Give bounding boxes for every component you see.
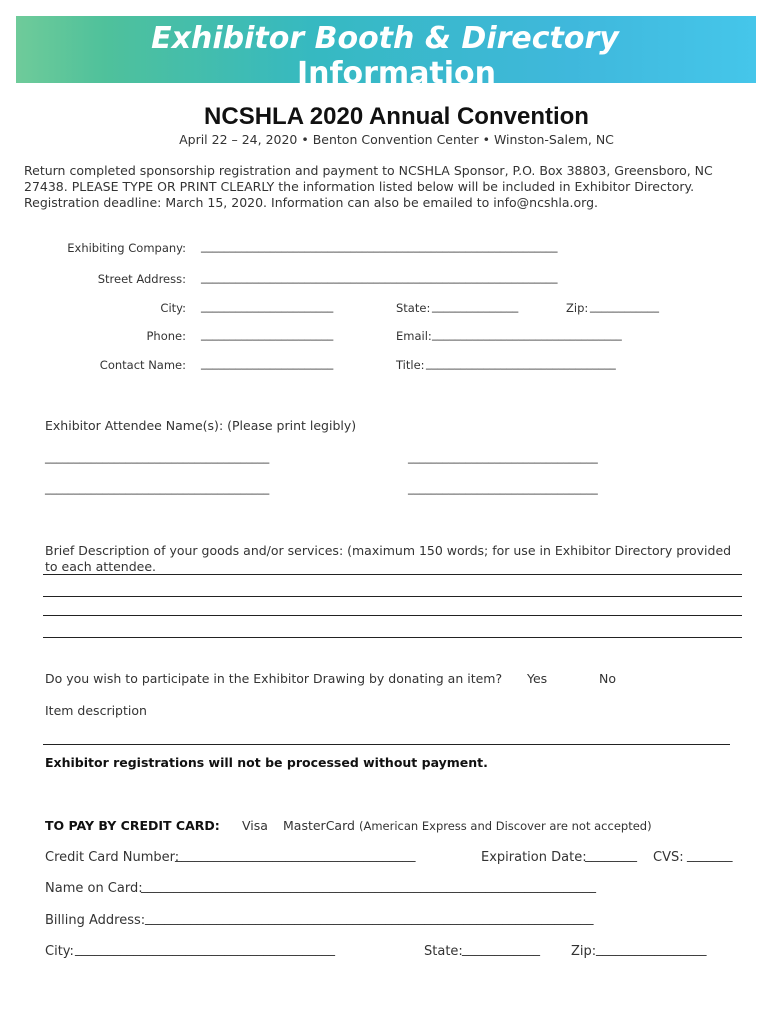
description-line[interactable] [43, 596, 742, 597]
title-label: Title: [396, 358, 425, 372]
billing-zip-label: Zip: [571, 944, 597, 959]
attendee-field[interactable]: _________________________________ [408, 481, 598, 495]
page-title: Exhibitor Booth & Directory [151, 21, 619, 56]
description-label: Brief Description of your goods and/or services: (maximum 150 words; for use in Exhibitor Directory provided [45, 543, 732, 558]
cards-not-accepted: (American Express and Discover are not accepted) [359, 819, 652, 833]
item-description-line[interactable] [43, 744, 730, 745]
cvs-label: CVS: [653, 850, 684, 865]
payment-heading: TO PAY BY CREDIT CARD: [45, 818, 220, 833]
company-label: Exhibiting Company: [67, 241, 186, 255]
attendee-field[interactable]: _______________________________________ [45, 481, 270, 495]
attendee-field[interactable]: _________________________________ [408, 450, 598, 464]
contact-field[interactable]: _______________________ [201, 356, 334, 370]
expiration-label: Expiration Date: [481, 850, 587, 865]
yes-option[interactable]: Yes [527, 671, 548, 686]
name-on-card-label: Name on Card: [45, 881, 143, 896]
cvs-field[interactable]: _______ [687, 848, 733, 863]
street-label: Street Address: [97, 272, 186, 286]
description-line[interactable] [43, 615, 742, 616]
billing-state-label: State: [424, 944, 463, 959]
page-title-line2: Information [296, 56, 497, 91]
card-number-field[interactable]: _____________________________________ [175, 848, 416, 863]
name-on-card-field[interactable]: ______________________________________________________________________ [141, 879, 596, 894]
zip-label: Zip: [566, 301, 589, 315]
description-label-line2: to each attendee. [45, 559, 157, 574]
phone-field[interactable]: _______________________ [201, 327, 334, 341]
phone-label: Phone: [146, 329, 186, 343]
expiration-field[interactable]: ________ [585, 848, 637, 863]
title-field[interactable]: _________________________________ [426, 356, 616, 370]
billing-city-field[interactable]: ________________________________________ [75, 942, 335, 957]
company-field[interactable]: ______________________________________________________________ [201, 239, 558, 253]
item-description-label: Item description [45, 703, 147, 718]
instructions-line3: Registration deadline: March 15, 2020. Information can also be emailed to info@ncshla.org. [24, 195, 598, 210]
attendee-field[interactable]: _______________________________________ [45, 450, 270, 464]
billing-city-label: City: [45, 944, 74, 959]
payment-notice: Exhibitor registrations will not be processed without payment. [45, 755, 488, 770]
email-field[interactable]: _________________________________ [432, 327, 622, 341]
mastercard-option[interactable]: MasterCard [283, 818, 355, 833]
billing-address-field[interactable]: _____________________________________________________________________ [145, 911, 594, 926]
billing-state-field[interactable]: ____________ [462, 942, 540, 957]
card-number-label: Credit Card Number: [45, 850, 180, 865]
city-field[interactable]: _______________________ [201, 299, 334, 313]
description-line[interactable] [43, 637, 742, 638]
state-label: State: [396, 301, 431, 315]
email-label: Email: [396, 329, 432, 343]
convention-details: April 22 – 24, 2020 • Benton Convention Center • Winston-Salem, NC [179, 132, 614, 147]
drawing-question: Do you wish to participate in the Exhibitor Drawing by donating an item? [45, 671, 503, 686]
instructions-line1: Return completed sponsorship registration and payment to NCSHLA Sponsor, P.O. Box 38803, Greensboro, NC [24, 163, 713, 178]
state-field[interactable]: _______________ [432, 299, 519, 313]
billing-zip-field[interactable]: _________________ [596, 942, 707, 957]
contact-label: Contact Name: [99, 358, 186, 372]
street-field[interactable]: ______________________________________________________________ [201, 270, 558, 284]
instructions [24, 163, 744, 211]
zip-field[interactable]: ____________ [590, 299, 659, 313]
visa-option[interactable]: Visa [242, 818, 268, 833]
description-line[interactable] [43, 574, 742, 575]
instructions-line2: 27438. PLEASE TYPE OR PRINT CLEARLY the information listed below will be included in Exhibitor Directory. [24, 179, 695, 194]
attendees-label: Exhibitor Attendee Name(s): (Please print legibly) [45, 418, 357, 433]
no-option[interactable]: No [599, 671, 616, 686]
billing-address-label: Billing Address: [45, 913, 146, 928]
city-label: City: [160, 301, 186, 315]
convention-title: NCSHLA 2020 Annual Convention [204, 103, 589, 130]
